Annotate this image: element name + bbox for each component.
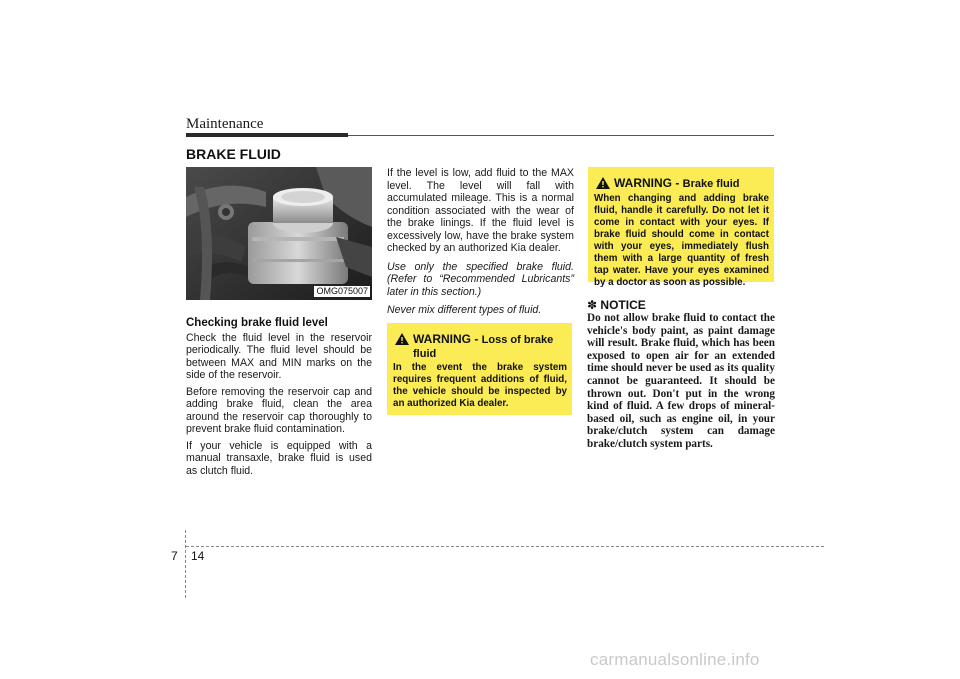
notice-label: NOTICE [600, 298, 646, 312]
header-rule-accent [186, 133, 348, 137]
footer-divider [185, 530, 186, 598]
notice-symbol-icon: ✽ [587, 298, 598, 312]
column-2 [387, 167, 574, 321]
italic-note: Never mix different types of fluid. [387, 304, 542, 316]
paragraph: If the level is low, add fluid to the MAX level. The level will fall with accumulated mileage. This is a normal condition associated with the wear of the brake linings. If the fluid level is excessively low, have the brake system checked by an authorized Kia dealer. [387, 167, 574, 254]
warning-text: When changing and adding brake fluid, handle it carefully. Do not let it come in contact with your eyes. If brake fluid should come in contact with your eyes, immediately flush them with a large quantity of fresh tap water. Have your eyes examined by a doctor as soon as possible. [594, 193, 769, 288]
warning-heading [614, 177, 769, 191]
notice [587, 298, 775, 451]
paragraph: Before removing the reservoir cap and adding brake fluid, clean the area around the reservoir cap thoroughly to prevent brake fluid contamination. [186, 385, 372, 435]
warning-box-brake-fluid [588, 167, 774, 288]
footer-rule [186, 546, 824, 547]
page-number: 14 [191, 549, 205, 563]
photo-code: OMG075007 [316, 286, 368, 296]
warning-triangle-icon [395, 332, 409, 350]
warning-box-loss-of-fluid [387, 323, 572, 415]
warning-label: WARNING - [614, 176, 680, 190]
section-title: BRAKE FLUID [186, 146, 281, 162]
brake-fluid-reservoir-photo [186, 167, 372, 300]
warning-label: WARNING - [413, 332, 479, 346]
warning-triangle-icon [596, 176, 610, 194]
warning-text: In the event the brake system requires frequent additions of fluid, the vehicle should be inspected by an authorized Kia dealer. [393, 362, 567, 409]
paragraph: Check the fluid level in the reservoir periodically. The fluid level should be between MAX and MIN marks on the side of the reservoir. [186, 331, 372, 381]
paragraph: If your vehicle is equipped with a manual transaxle, brake fluid is used as clutch fluid. [186, 439, 372, 477]
warning-title: Loss of brake fluid [413, 334, 554, 360]
page-chapter-number: 7 [171, 549, 178, 563]
reservoir-illustration [186, 167, 372, 300]
italic-note: Use only the specified brake fluid. (Refer to “Recommended Lubricants” later in this section.) [387, 260, 574, 298]
warning-title: Brake fluid [682, 178, 740, 190]
chapter-title: Maintenance [186, 116, 264, 132]
warning-heading [413, 333, 565, 361]
subheading-checking-fluid: Checking brake fluid level [186, 317, 328, 329]
notice-text: Do not allow brake fluid to contact the vehicle's body paint, as paint damage will result. Brake fluid, which has been exposed to open air for an extended time should never be used as its quality cannot be guaranteed. It should be thrown out. Don't put in the wrong kind of fluid. A few drops of mineral-based oil, such as engine oil, in your brake/clutch system can damage brake/clutch system parts. [587, 312, 775, 450]
watermark: carmanualsonline.info [590, 650, 760, 669]
column-1 [186, 317, 372, 481]
notice-heading [587, 298, 775, 312]
